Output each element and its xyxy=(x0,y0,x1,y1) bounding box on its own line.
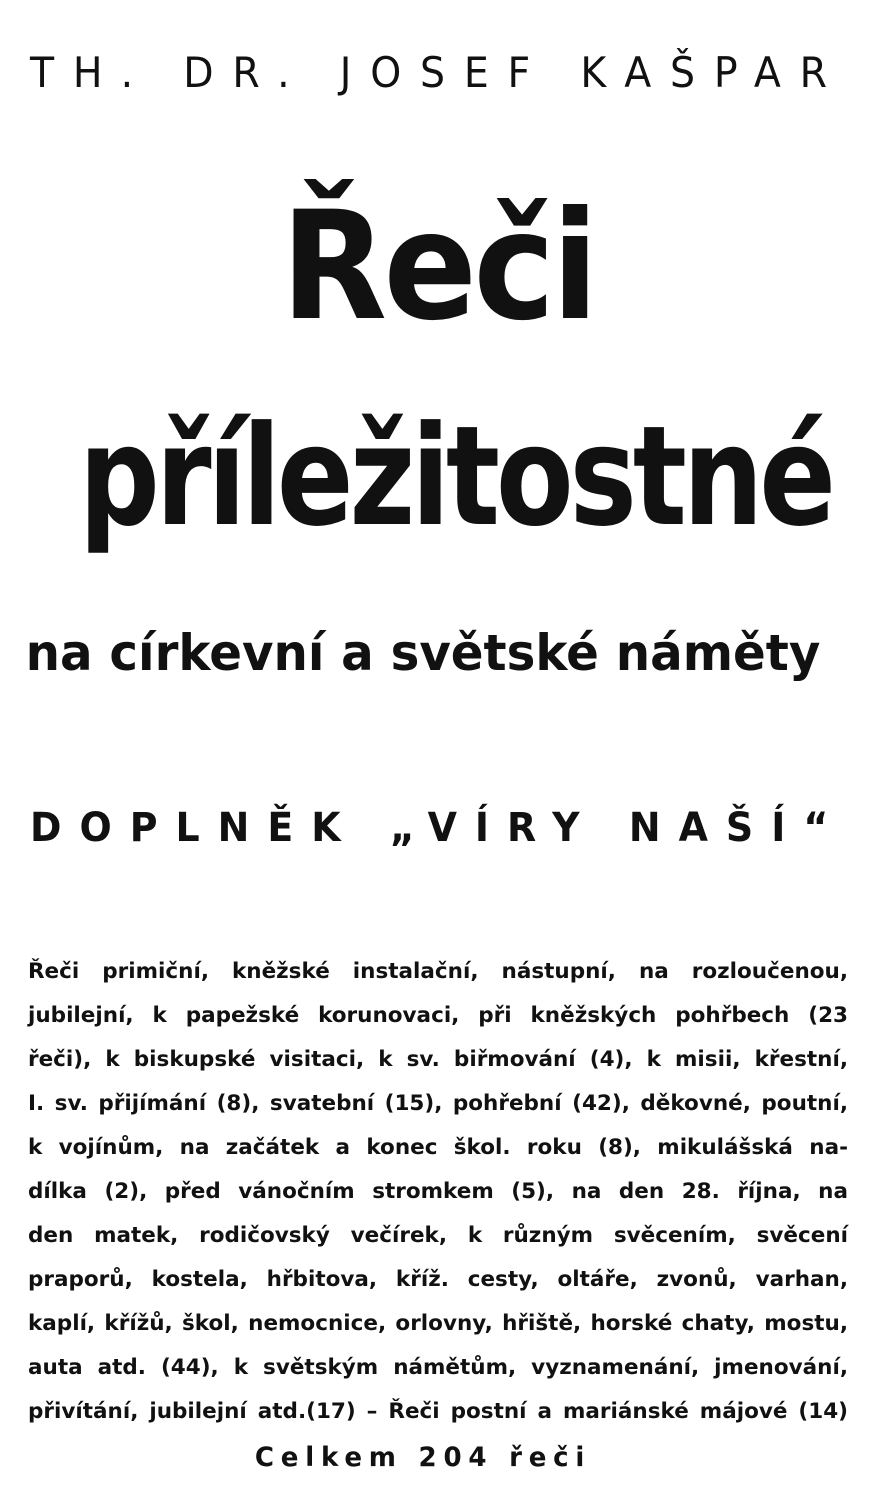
contents-line: den matek, rodičovský večírek, k různým svěcením, svěcení xyxy=(28,1223,848,1248)
total-count: Celkem 204 řeči xyxy=(254,1442,592,1473)
contents-line: dílka (2), před vánočním stromkem (5), na den 28. října, na xyxy=(28,1179,848,1204)
supplement-heading: DOPLNĚK „VÍRY NAŠÍ“ xyxy=(30,805,847,851)
subtitle: na církevní a světské náměty xyxy=(25,624,821,682)
title-line-2: příležitostné xyxy=(78,396,832,557)
contents-line: I. sv. přijímání (8), svatební (15), pohřební (42), děkovné, poutní, xyxy=(28,1091,848,1116)
contents-line: řeči), k biskupské visitaci, k sv. biřmování (4), k misii, křestní, xyxy=(28,1047,848,1072)
contents-paragraph xyxy=(28,950,848,1434)
contents-line: kaplí, křížů, škol, nemocnice, orlovny, hřiště, horské chaty, mostu, xyxy=(28,1311,848,1336)
title-line-1: Řeči xyxy=(280,180,596,354)
contents-line: jubilejní, k papežské korunovaci, při kněžských pohřbech (23 xyxy=(28,1003,848,1028)
author-name: TH. DR. JOSEF KAŠPAR xyxy=(30,48,846,97)
contents-line: přivítání, jubilejní atd.(17) – Řeči postní a mariánské májové (14) xyxy=(28,1399,848,1424)
contents-line: k vojínům, na začátek a konec škol. roku (8), mikulášská na- xyxy=(28,1135,848,1160)
contents-line: auta atd. (44), k světským námětům, vyznamenání, jmenování, xyxy=(28,1355,848,1380)
contents-line: Řeči primiční, kněžské instalační, nástupní, na rozloučenou, xyxy=(28,959,848,984)
contents-line: praporů, kostela, hřbitova, kříž. cesty, oltáře, zvonů, varhan, xyxy=(28,1267,848,1292)
